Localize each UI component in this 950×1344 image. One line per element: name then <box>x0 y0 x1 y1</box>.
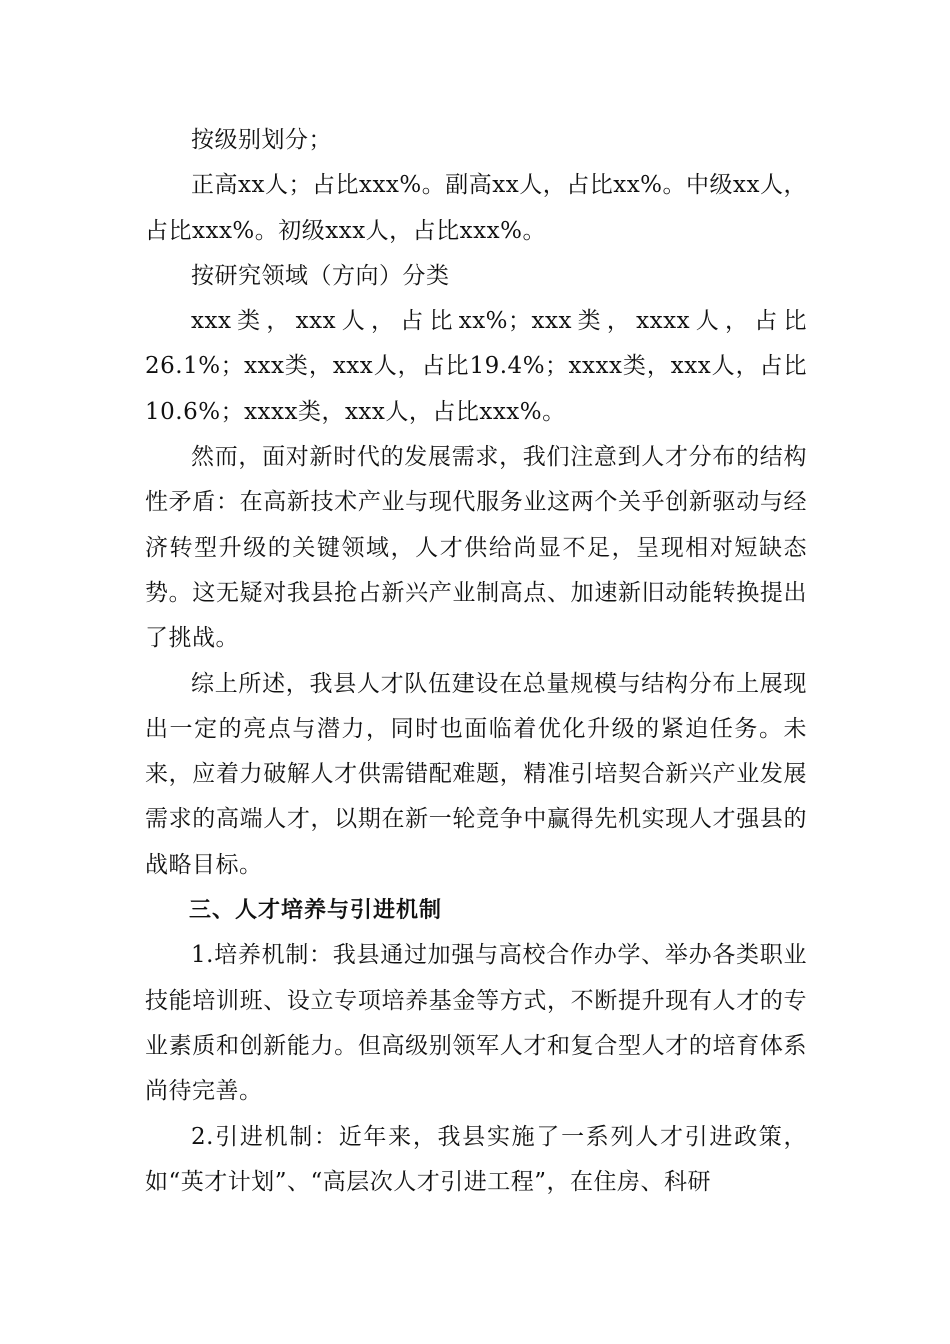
document-page <box>145 118 807 1205</box>
paragraph-by-field-stats: xxx类，xxx人，占比xx%；xxx类，xxxx人，占比26.1%；xxx类，xxx人，占比19.4%；xxxx类，xxx人，占比10.6%；xxxx类，xxx人，占比xxx%。 <box>145 308 807 425</box>
paragraph-structural-contradiction: 然而，面对新时代的发展需求，我们注意到人才分布的结构性矛盾：在高新技术产业与现代服务业这两个关乎创新驱动与经济转型升级的关键领域，人才供给尚显不足，呈现相对短缺态势。这无疑对我县抢占新兴产业制高点、加速新旧动能转换提出了挑战。 <box>145 444 807 652</box>
paragraph-by-level-title: 按级别划分； <box>191 127 332 153</box>
paragraph-summary: 综上所述，我县人才队伍建设在总量规模与结构分布上展现出一定的亮点与潜力，同时也面临着优化升级的紧迫任务。未来，应着力破解人才供需错配难题，精准引培契合新兴产业发展需求的高端人才，以期在新一轮竞争中赢得先机实现人才强县的战略目标。 <box>145 670 807 878</box>
paragraph-by-field-title: 按研究领域（方向）分类 <box>191 262 450 289</box>
paragraph-recruitment-mechanism: 2.引进机制：近年来，我县实施了一系列人才引进政策，如“英才计划”、“高层次人才引进工程”，在住房、科研 <box>145 1123 807 1195</box>
paragraph-training-mechanism: 1.培养机制：我县通过加强与高校合作办学、举办各类职业技能培训班、设立专项培养基金等方式，不断提升现有人才的专业素质和创新能力。但高级别领军人才和复合型人才的培育体系尚待完善。 <box>145 942 807 1105</box>
section-heading: 三、人才培养与引进机制 <box>189 898 443 924</box>
paragraph-by-level-stats: 正高xx人；占比xxx%。副高xx人，占比xx%。中级xx人，占比xxx%。初级xxx人，占比xxx%。 <box>145 172 807 244</box>
